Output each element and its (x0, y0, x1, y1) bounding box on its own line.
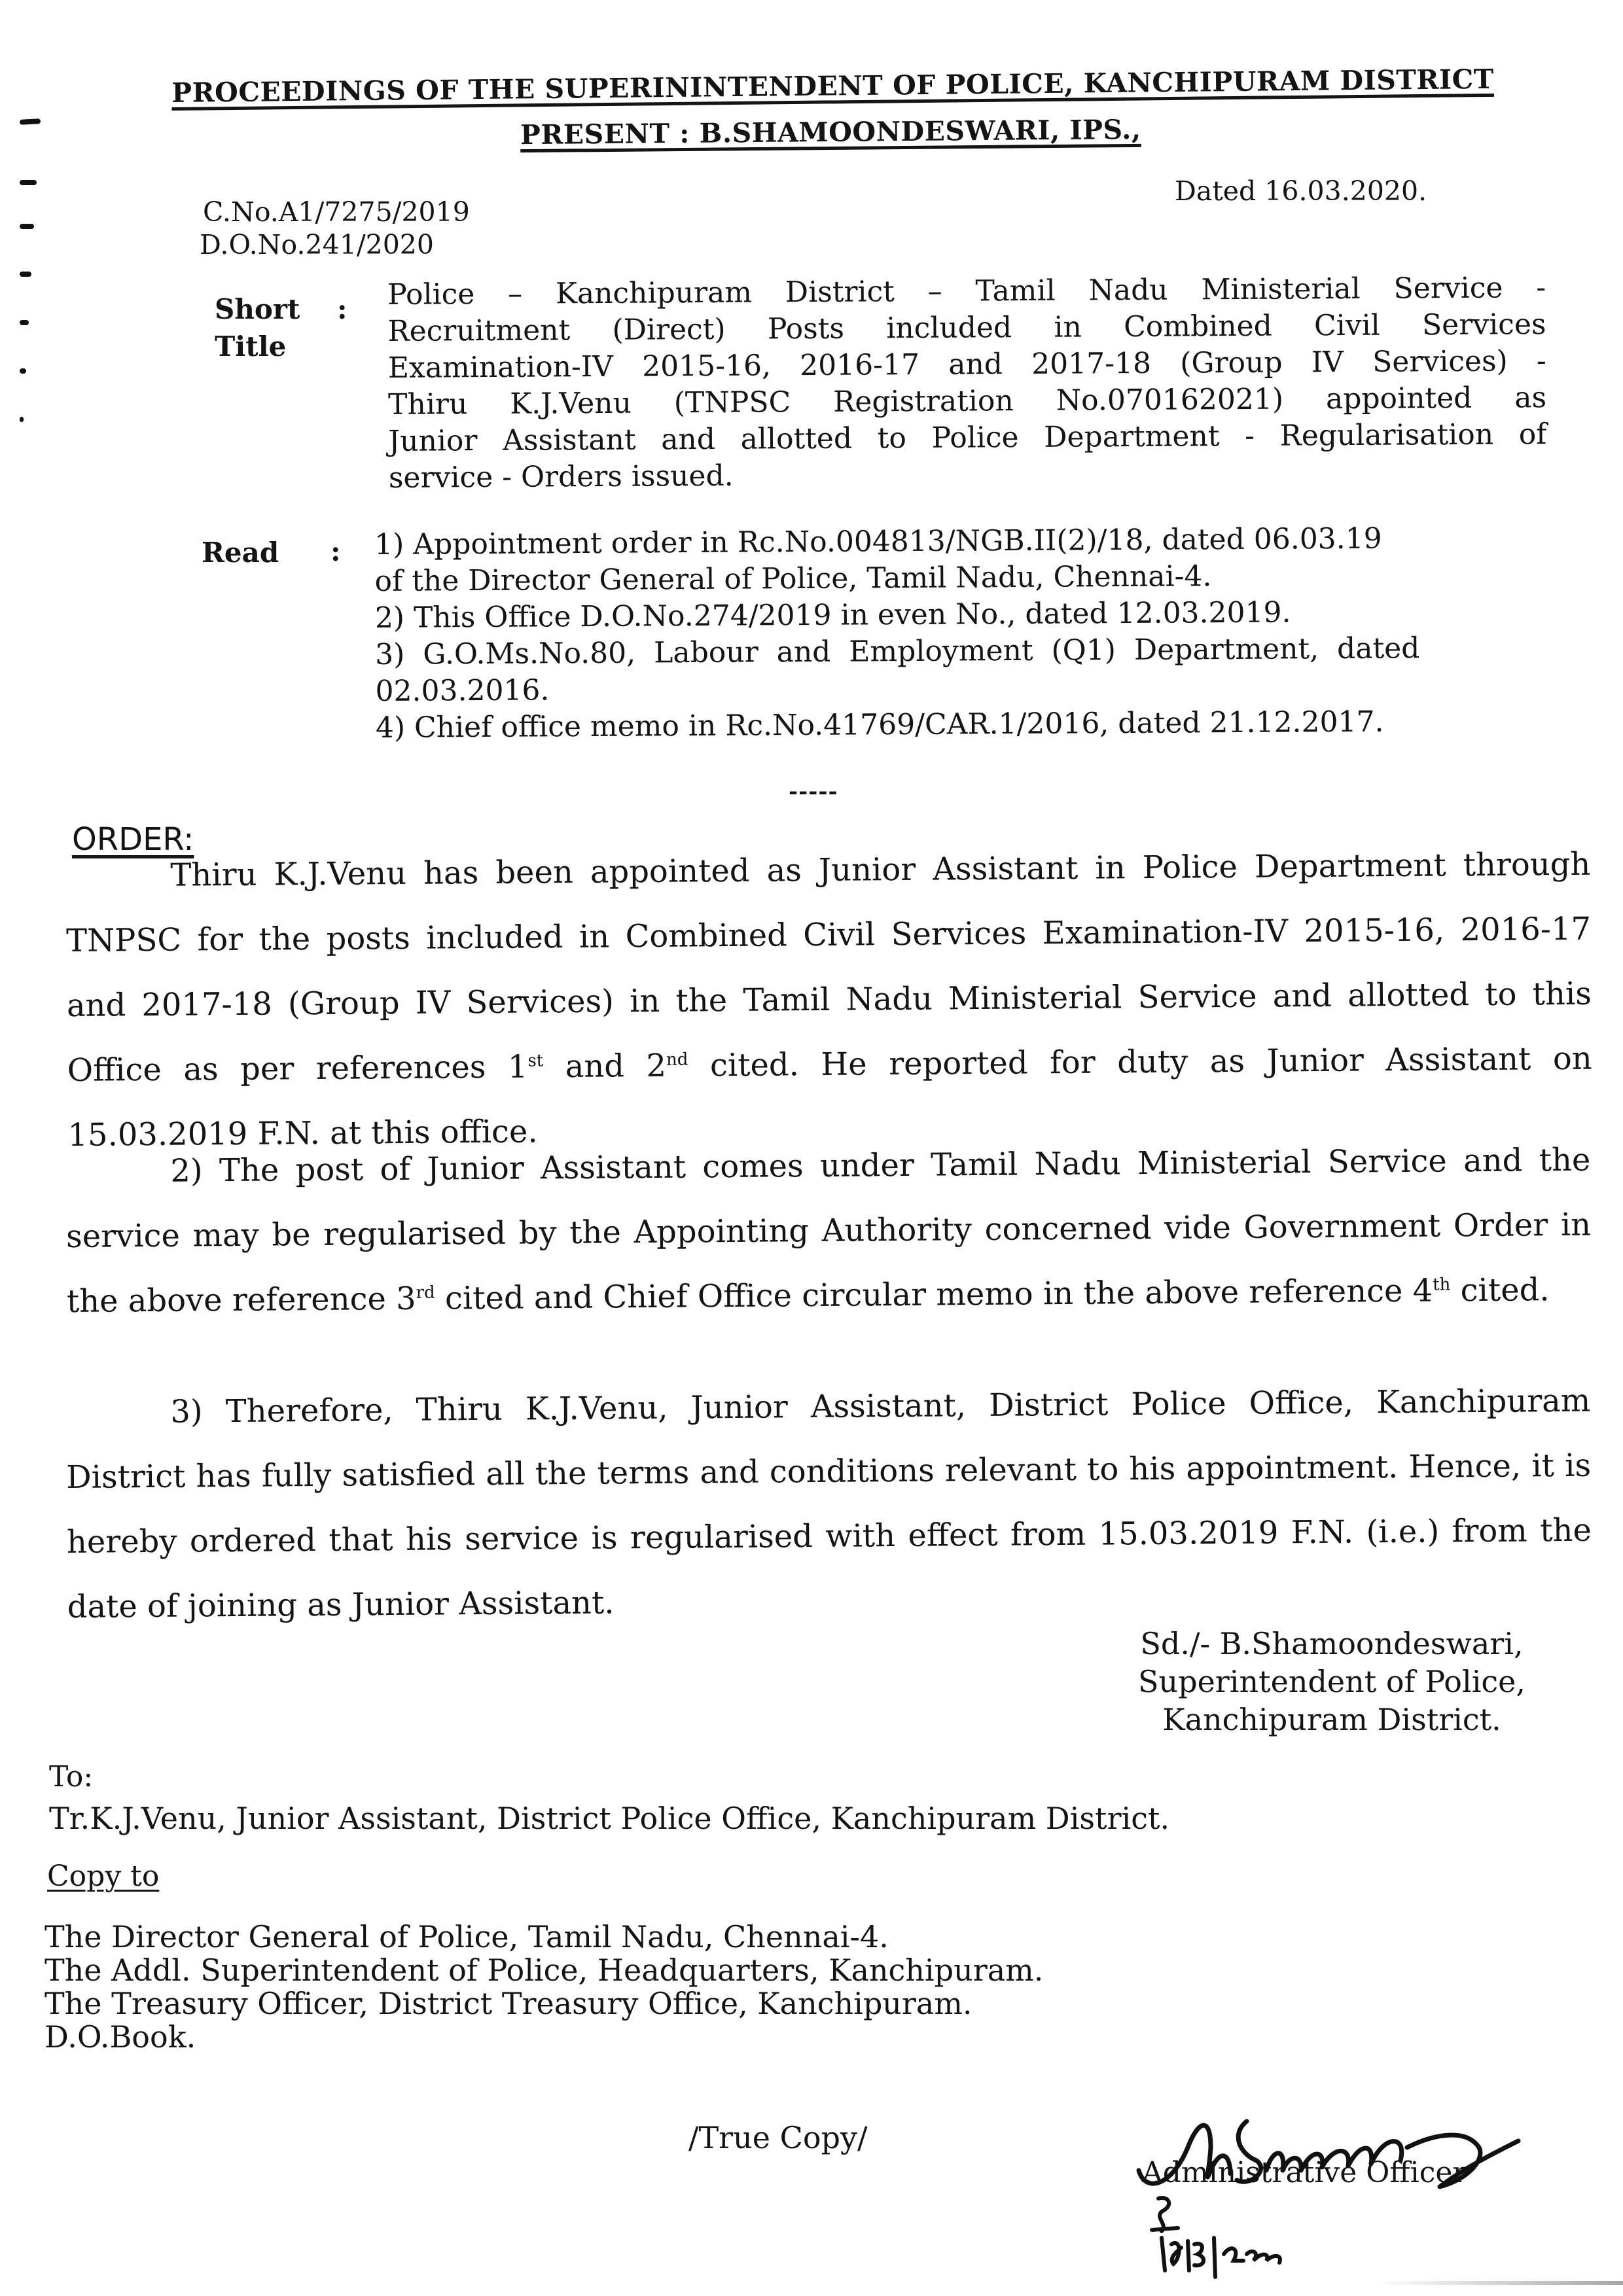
reference-line: 2) This Office D.O.No.274/2019 in even No., dated 12.03.2019. (374, 595, 1291, 635)
true-copy-label: /True Copy/ (688, 2120, 868, 2155)
short-title-text (387, 270, 1547, 497)
short-title-line: Police – Kanchipuram District – Tamil Nadu Ministerial Service - (387, 271, 1546, 311)
para-text: 3) Therefore, Thiru K.J.Venu, Junior Assistant, District Police Office, Kanchipuram District has fully satisfied all the terms and conditions relevant to his appointment. Hence, it is hereby ordered that his service is regularised with effect from 15.03.2019 F.N. (i.e.) from the date of joining as Junior Assistant. (65, 1382, 1592, 1625)
margin-tick (20, 272, 31, 277)
proceedings-heading: PROCEEDINGS OF THE SUPERININTENDENT OF POLICE, KANCHIPURAM DISTRICT (171, 63, 1495, 109)
short-title-label-1: Short (215, 293, 300, 325)
to-recipient: Tr.K.J.Venu, Junior Assistant, District Police Office, Kanchipuram District. (49, 1801, 1170, 1836)
signatory-district: Kanchipuram District. (1162, 1702, 1501, 1737)
short-title-colon: : (337, 293, 348, 325)
margin-tick (20, 417, 24, 422)
signatory-block (1109, 1625, 1554, 1739)
signatory-name: Sd./- B.Shamoondeswari, (1140, 1626, 1524, 1661)
short-title-line: Recruitment (Direct) Posts included in Combined Civil Services (387, 308, 1546, 348)
superscript: th (1433, 1275, 1451, 1295)
para-text: Thiru K.J.Venu has been appointed as Junior Assistant in Police Department through TNPSC for the posts included in Combined Civil Services Examination-IV 2015-16, 2016-17 and 2017-18 (Group IV Services) in the Tamil Nadu Ministerial Service and allotted to this Office as per references 1 (65, 845, 1592, 1089)
reference-line: 4) Chief office memo in Rc.No.41769/CAR.1/2016, dated 21.12.2017. (375, 705, 1384, 745)
handwritten-date (1142, 2192, 1293, 2284)
order-heading: ORDER: (72, 821, 194, 858)
copy-to-item: The Treasury Officer, District Treasury Office, Kanchipuram. (45, 1986, 972, 2021)
para-text: and 2 (543, 1047, 667, 1086)
reference-line: 1) Appointment order in Rc.No.004813/NGB.II(2)/18, dated 06.03.19 (374, 521, 1382, 561)
copy-to-item: The Director General of Police, Tamil Nadu, Chennai-4. (45, 1919, 889, 1954)
signatory-designation: Superintendent of Police, (1137, 1664, 1526, 1699)
c-no: C.No.A1/7275/2019 (203, 196, 470, 228)
administrative-officer-title: Administrative Officer (1142, 2156, 1467, 2189)
margin-tick (20, 180, 37, 185)
para-text: cited. (1450, 1271, 1550, 1309)
margin-tick (20, 118, 41, 125)
dated: Dated 16.03.2020. (1175, 175, 1427, 207)
copy-to-item: D.O.Book. (45, 2019, 196, 2055)
read-label: Read (202, 537, 279, 569)
margin-tick (20, 224, 34, 229)
superscript: nd (666, 1050, 688, 1070)
reference-line: 02.03.2016. (375, 673, 550, 708)
present-line: PRESENT : B.SHAMOONDESWARI, IPS., (520, 113, 1141, 151)
short-title-line: Examination-IV 2015-16, 2016-17 and 2017-18 (Group IV Services) - (387, 344, 1546, 385)
superscript: rd (416, 1282, 435, 1303)
reference-line: of the Director General of Police, Tamil Nadu, Chennai-4. (374, 559, 1212, 598)
reference-line: 3) G.O.Ms.No.80, Labour and Employment (Q1) Department, dated (375, 631, 1420, 671)
order-paragraph-2 (65, 1128, 1592, 1334)
para-text: cited. He reported for duty as Junior Assistant on 15.03.2019 F.N. at this office. (67, 1040, 1592, 1154)
do-no: D.O.No.241/2020 (200, 229, 434, 260)
copy-to-label: Copy to (47, 1860, 160, 1893)
para-text: 2) The post of Junior Assistant comes under Tamil Nadu Ministerial Service and the service may be regularised by the Appointing Authority concerned vide Government Order in the above reference 3 (65, 1141, 1592, 1320)
margin-tick (20, 320, 29, 325)
read-colon: : (330, 535, 341, 567)
superscript: st (527, 1051, 544, 1071)
margin-tick (20, 368, 26, 374)
para-text: cited and Chief Office circular memo in the above reference 4 (435, 1272, 1433, 1317)
order-paragraph-3 (65, 1369, 1592, 1640)
read-references (374, 520, 1547, 747)
order-paragraph-1 (65, 832, 1593, 1168)
copy-to-list (45, 1920, 1043, 2054)
short-title-line: Thiru K.J.Venu (TNPSC Registration No.070162021) appointed as (388, 381, 1547, 421)
short-title-line: Junior Assistant and allotted to Police Department - Regularisation of (388, 417, 1547, 458)
separator: ----- (789, 779, 838, 805)
page-edge-shadow (1374, 2281, 1623, 2285)
short-title-label-2: Title (215, 330, 287, 362)
to-label: To: (49, 1760, 94, 1793)
copy-to-item: The Addl. Superintendent of Police, Headquarters, Kanchipuram. (45, 1952, 1044, 1988)
short-title-line: service - Orders issued. (388, 459, 734, 495)
